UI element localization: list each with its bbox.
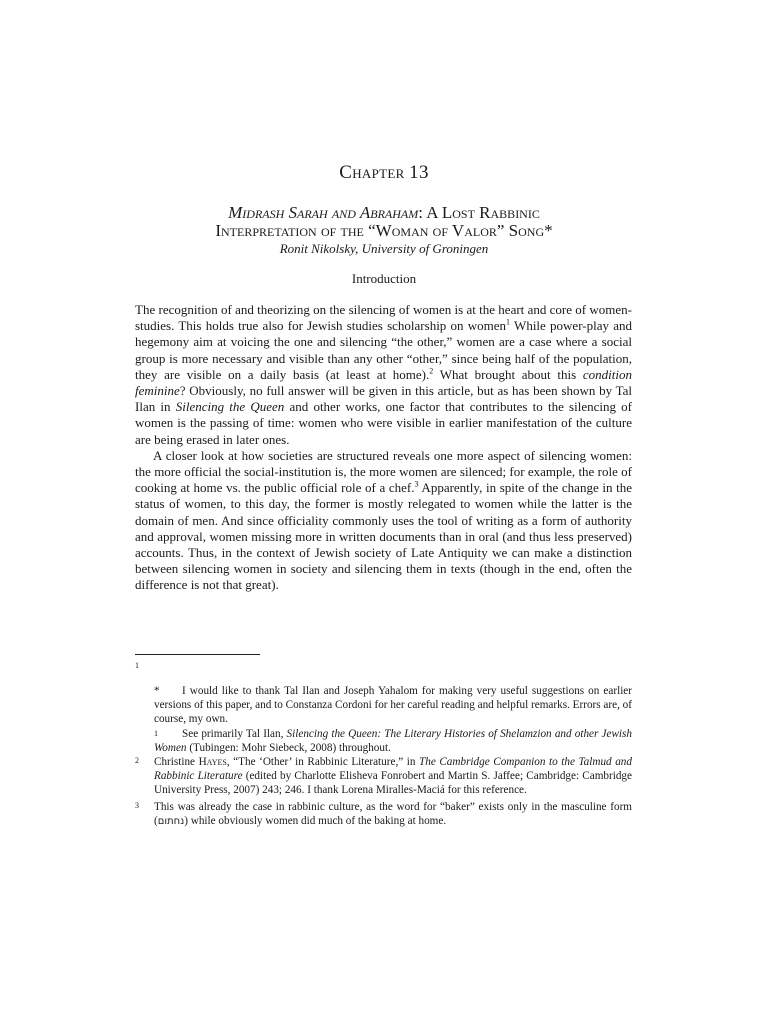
chapter-heading bbox=[0, 162, 768, 184]
p1-text-b: While power-play and hegemony aim at voicing the one and silencing “the other,” women are a case where a social group is more necessary and visible than any other “other,” since being half of the population, they are visible on a daily basis (at least at home). bbox=[135, 318, 632, 382]
footnote-ref-2: 2 bbox=[429, 366, 434, 376]
footnote-ref-3: 3 bbox=[414, 479, 419, 489]
n1-text-a: See primarily Tal Ilan, bbox=[182, 727, 287, 740]
n2-text-c: (edited by Charlotte Elisheva Fonrobert and Martin S. Jaffee; Cambridge: Cambridge University Press, 2007) 243; 246. I thank Lorena Miralles-Maciá for this reference. bbox=[154, 770, 632, 797]
n3-hebrew-word: נחתום bbox=[157, 815, 185, 827]
footnotes bbox=[135, 660, 632, 829]
n3-text-a: This was already the case in rabbinic culture, as the word for “baker” exists only in the masculine form ( bbox=[154, 800, 632, 827]
p1-italic-1: condition feminine bbox=[135, 366, 632, 399]
n2-text-b: , “The ‘Other’ in Rabbinic Literature,” in bbox=[226, 756, 420, 769]
author-line: Ronit Nikolsky, University of Groningen bbox=[279, 241, 489, 256]
footnote-number: 2 bbox=[135, 756, 139, 766]
footnote-1-text bbox=[135, 727, 632, 755]
chapter-word: Chapter bbox=[339, 162, 405, 183]
p2-text-a: A closer look at how societies are structured reveals one more aspect of silencing women: the more official the social-institution is, the more women are silenced; for example, the role of cooking at home vs. the public official role of a chef. bbox=[135, 447, 632, 496]
footnote-2 bbox=[135, 755, 632, 798]
star-mark: * bbox=[154, 685, 160, 697]
chapter-number: 13 bbox=[409, 162, 429, 183]
p1-text-a: The recognition of and theorizing on the silencing of women is at the heart and core of women-studies. This holds true also for Jewish studies scholarship on women bbox=[135, 302, 632, 334]
chapter-title-line-2: Interpretation of the “Woman of Valor” Song* bbox=[215, 221, 553, 240]
footnote-3 bbox=[135, 800, 632, 829]
n2-italic: The Cambridge Companion to the Talmud and Rabbinic Literature bbox=[154, 756, 632, 783]
title-italic-part: Midrash Sarah and Abraham bbox=[228, 203, 419, 222]
p2-text-b: Apparently, in spite of the change in the status of women, to this day, the former is mostly relegated to women while the latter is the domain of men. And since officiality commonly uses the tool of writing as a form of authority and approval, women missing more in written documents than in oral (and thus less preserved) accounts. Thus, in the context of Jewish society of Late Antiquity we can make a distinction between silencing women in society and silencing them in texts (though in the end, often the difference is not that great). bbox=[135, 480, 632, 593]
n2-author: Hayes bbox=[198, 756, 227, 769]
body-text bbox=[135, 302, 632, 594]
footnote-1 bbox=[135, 660, 632, 672]
footnote-number: 3 bbox=[135, 800, 139, 810]
p1-italic-2: Silencing the Queen bbox=[175, 399, 285, 415]
footnote-number: 1 bbox=[135, 661, 139, 670]
paragraph-1 bbox=[135, 302, 632, 448]
footnote-ref-1: 1 bbox=[506, 317, 511, 327]
paragraph-2 bbox=[135, 448, 632, 594]
footnote-separator bbox=[135, 654, 260, 655]
p1-text-c: What brought about this bbox=[433, 366, 583, 382]
p1-text-d: ? Obviously, no full answer will be given in this article, but as has been shown by Tal Ilan in bbox=[135, 383, 632, 415]
section-heading: Introduction bbox=[351, 271, 417, 286]
p1-text-e: and other works, one factor that contributes to the silencing of women is the passing of time: women who were visible in earlier manifestation of the culture are being erased in later ones. bbox=[135, 399, 633, 447]
star-note-text: I would like to thank Tal Ilan and Joseph Yahalom for making very useful suggestions on earlier versions of this paper, and to Constanza Cordoni for her careful reading and helpful remarks. Errors are, of course, my own. bbox=[154, 685, 632, 726]
footnote-number: 1 bbox=[154, 728, 158, 738]
title-rest-part: : A Lost Rabbinic bbox=[418, 203, 540, 222]
n1-italic: Silencing the Queen: The Literary Histories of Shelamzion and other Jewish Women bbox=[154, 727, 632, 754]
footnote-star bbox=[135, 684, 632, 727]
n2-text-a: Christine bbox=[154, 756, 199, 769]
n1-text-b: (Tubingen: Mohr Siebeck, 2008) throughout. bbox=[186, 741, 391, 754]
n3-text-b: ) while obviously women did much of the baking at home. bbox=[184, 814, 447, 827]
chapter-title-line-1 bbox=[0, 203, 768, 223]
